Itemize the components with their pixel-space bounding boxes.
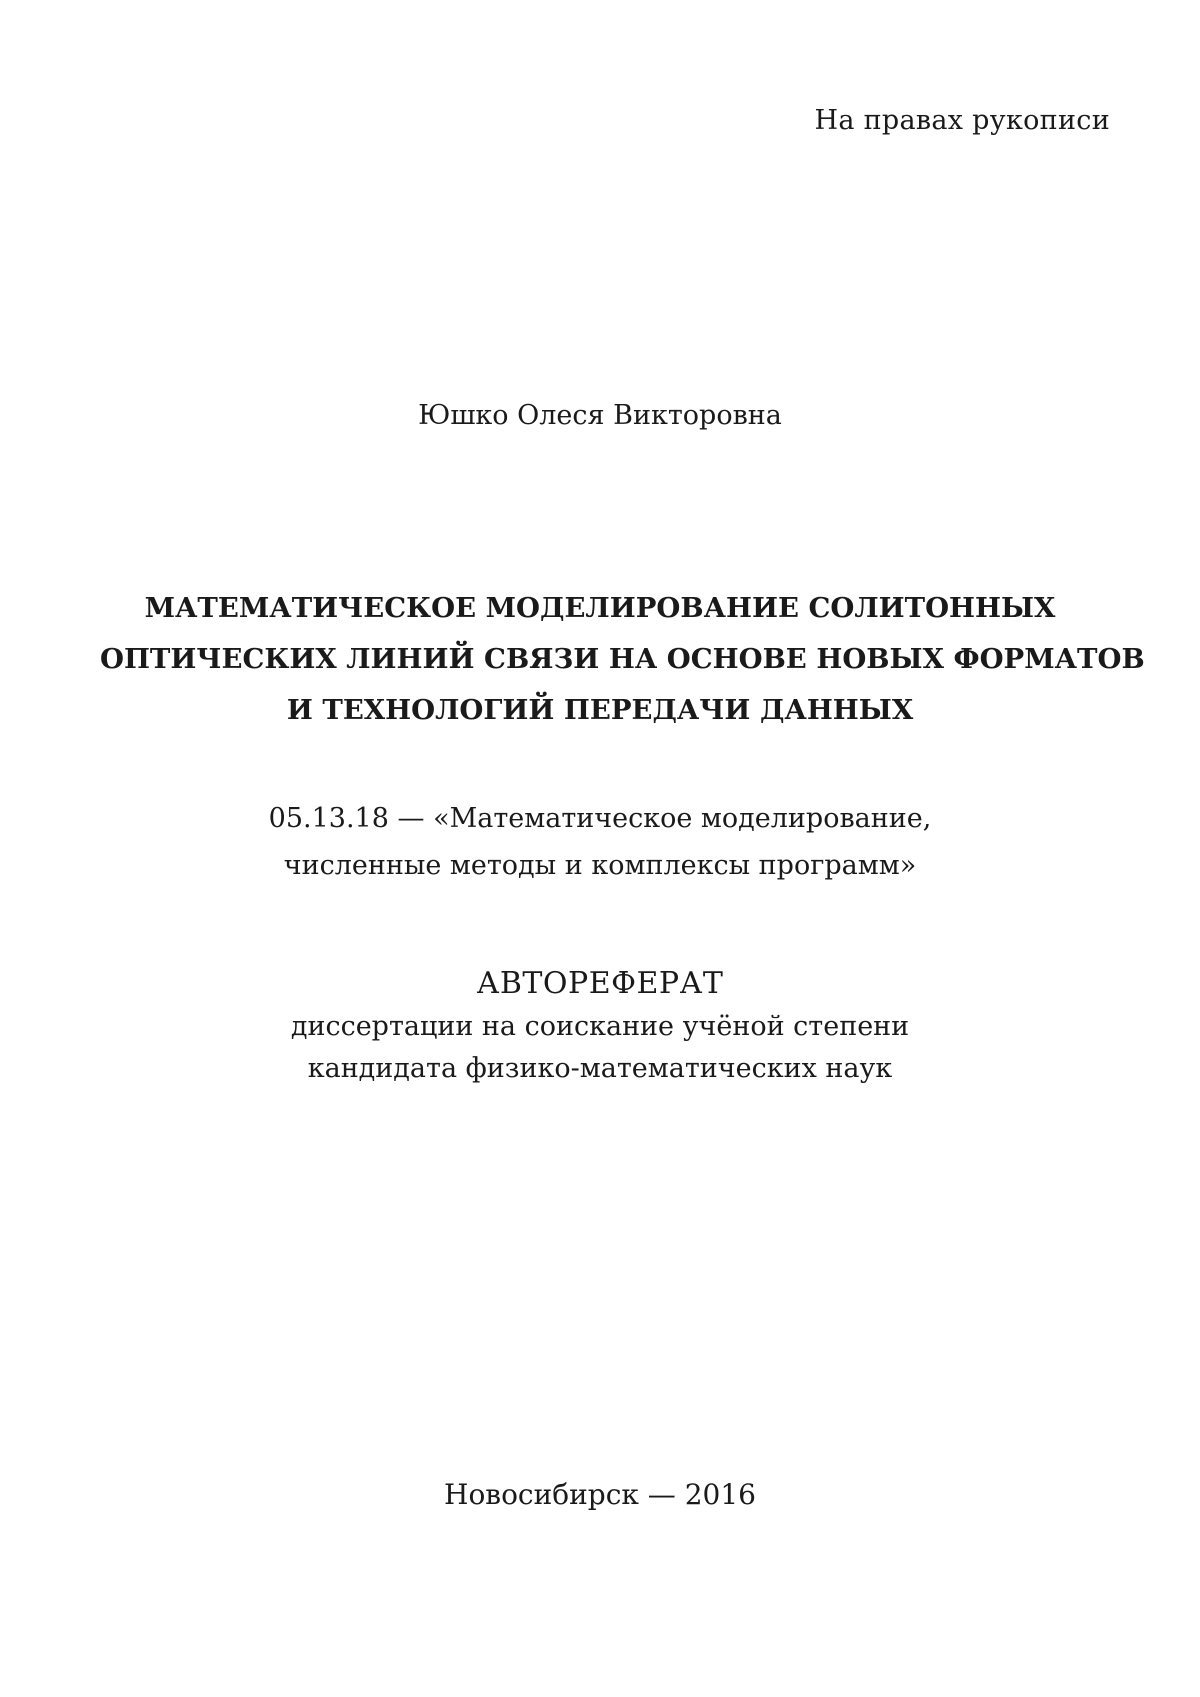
author-name: Юшко Олеся Викторовна [418,400,782,431]
abstract-block [0,962,1200,1090]
place-year: Новосибирск — 2016 [444,1478,756,1511]
rights-notice: На правах рукописи [814,105,1110,136]
thesis-title-line: И ТЕХНОЛОГИЙ ПЕРЕДАЧИ ДАННЫХ [286,694,914,726]
specialty-line: численные методы и комплексы программ» [283,850,917,881]
thesis-title-line: МАТЕМАТИЧЕСКОЕ МОДЕЛИРОВАНИЕ СОЛИТОННЫХ [144,592,1056,624]
thesis-title [100,583,1145,736]
specialty-line: 05.13.18 — «Математическое моделирование, [268,803,932,834]
abstract-line: диссертации на соискание учёной степени [290,1011,910,1042]
abstract-heading: АВТОРЕФЕРАТ [476,966,724,1001]
thesis-title-line: ОПТИЧЕСКИХ ЛИНИЙ СВЯЗИ НА ОСНОВЕ НОВЫХ ФОРМАТОВ [100,643,1145,675]
abstract-line: кандидата физико-математических наук [307,1053,893,1084]
specialty-code [0,795,1200,889]
